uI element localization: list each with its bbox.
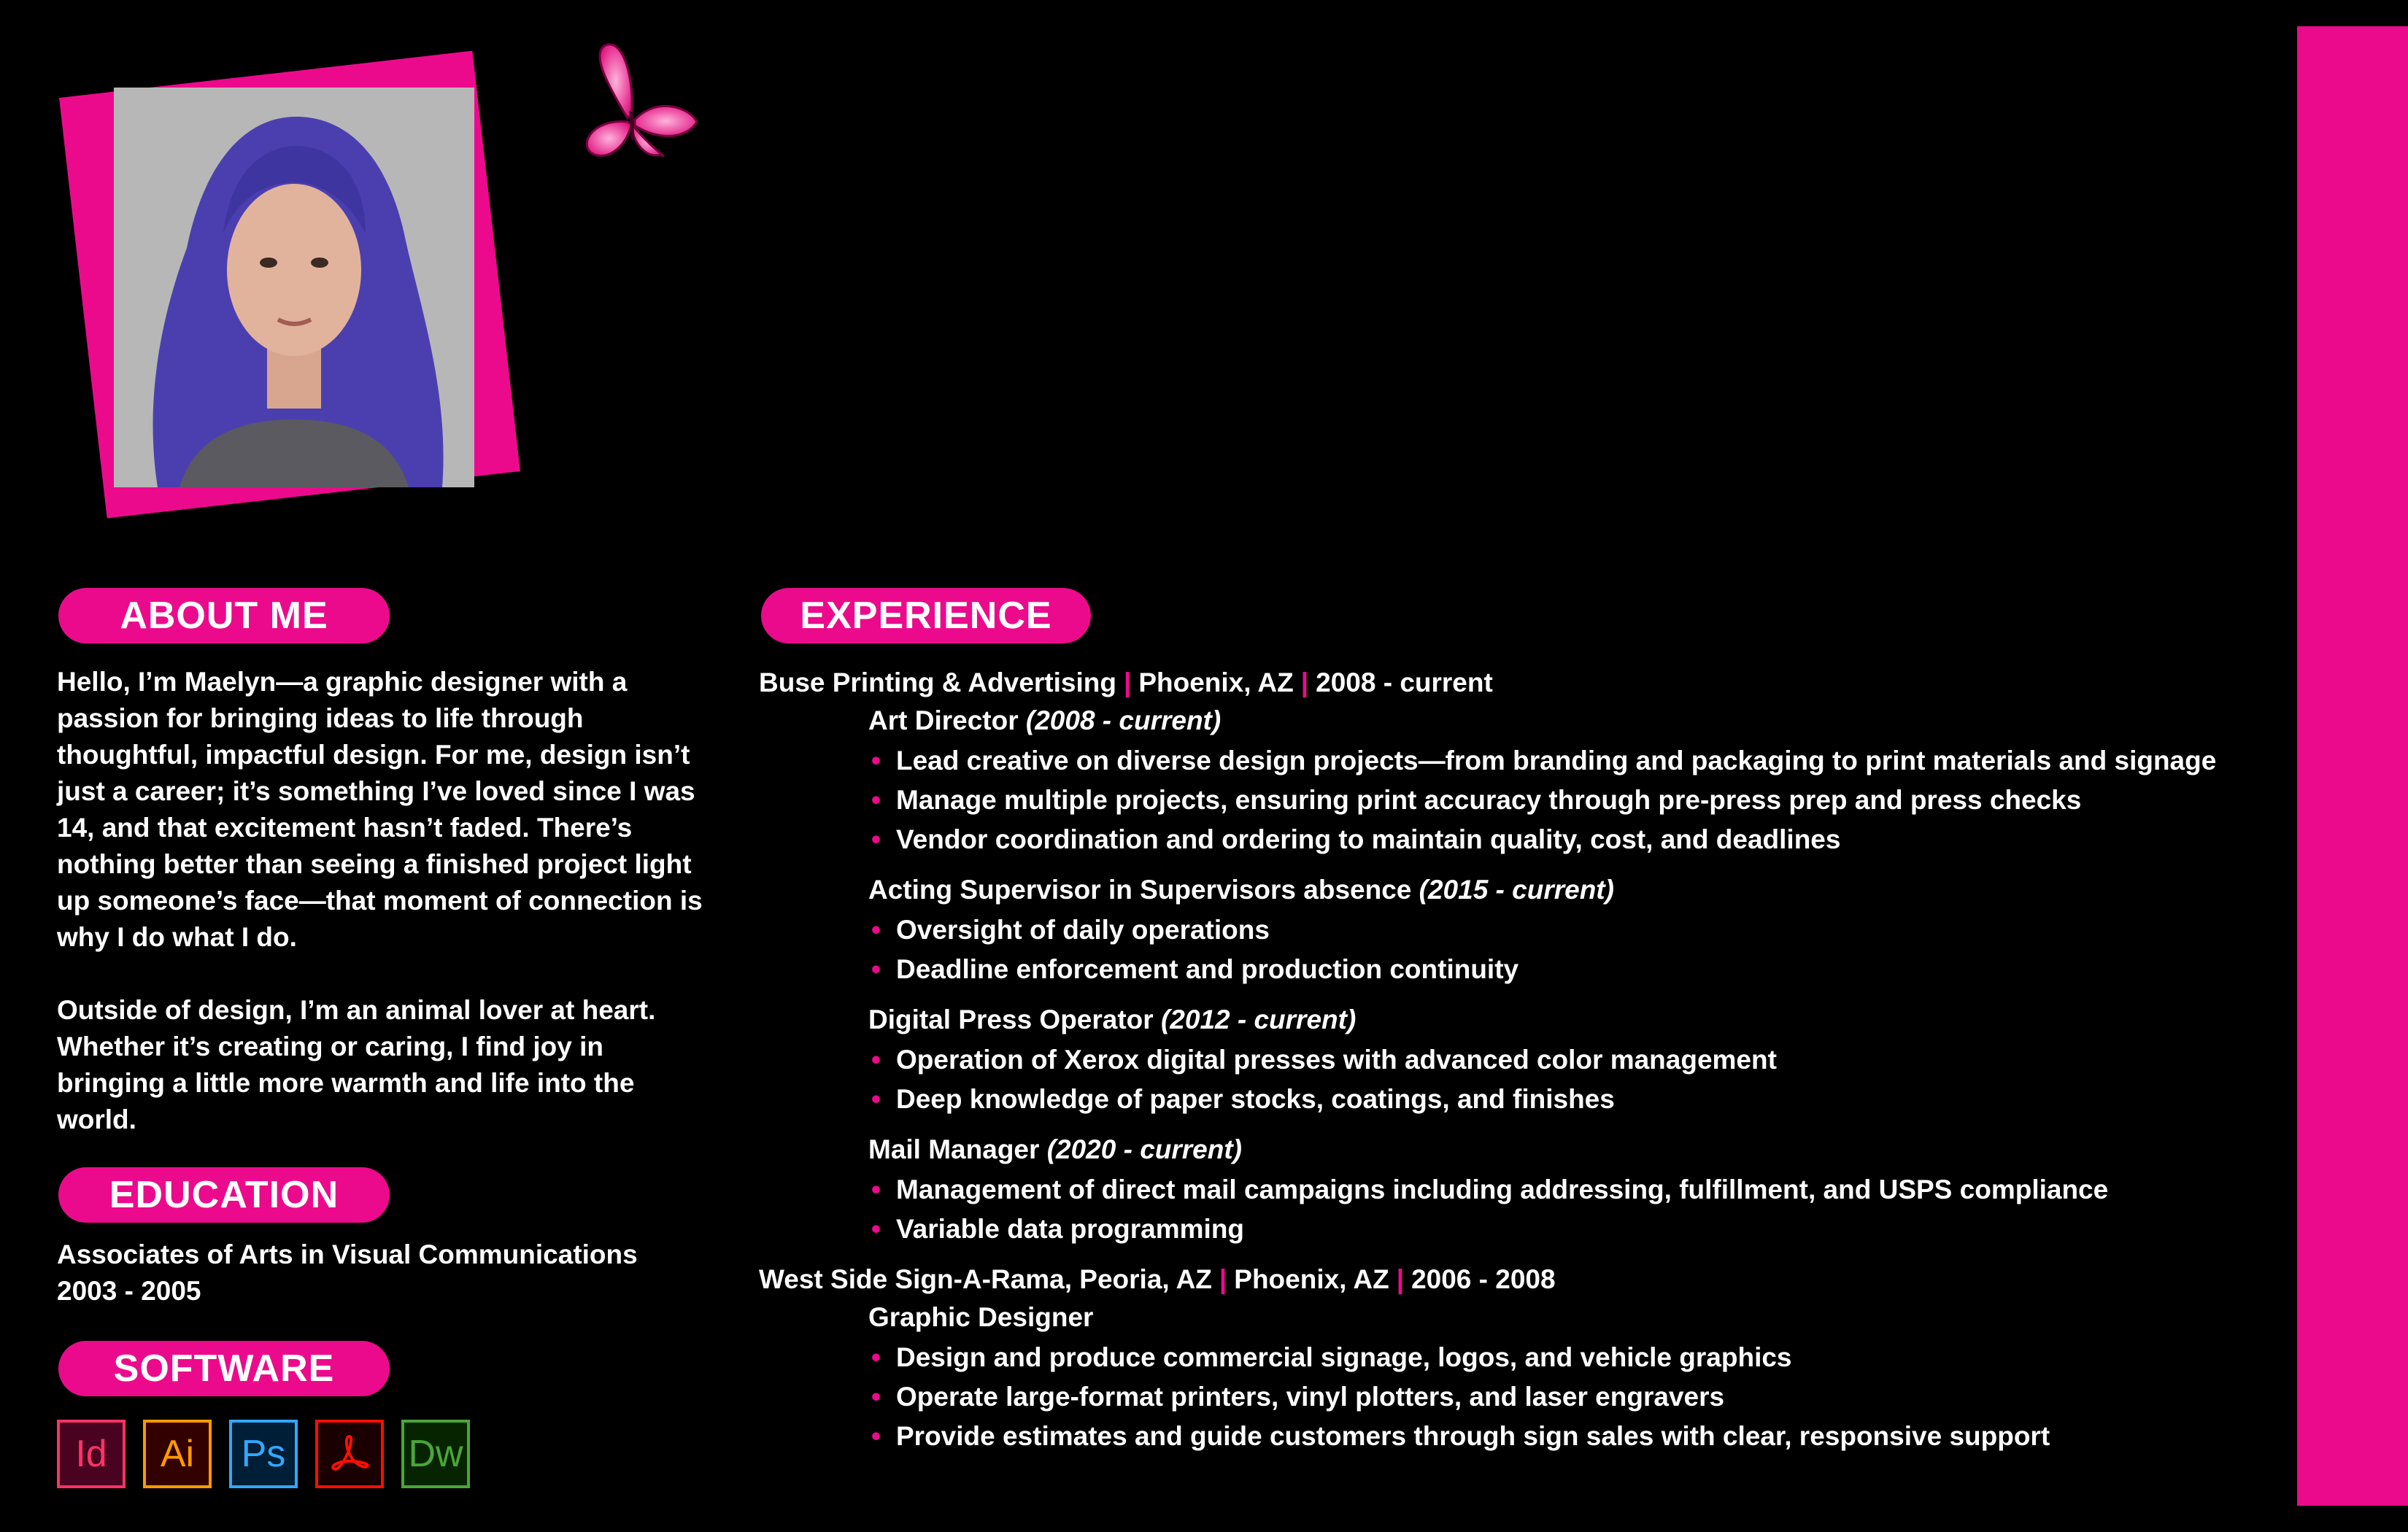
role-title-line xyxy=(868,1131,2291,1169)
education-years: 2003 - 2005 xyxy=(57,1276,201,1306)
experience-company-line xyxy=(759,1261,2291,1299)
role-block xyxy=(868,702,2291,859)
list-item: • Manage multiple projects, ensuring print accuracy through pre-press prep and press checks xyxy=(868,781,2291,820)
education-heading: EDUCATION xyxy=(58,1167,390,1223)
acrobat-icon xyxy=(315,1420,384,1488)
role-block xyxy=(868,871,2291,989)
list-item: • Management of direct mail campaigns including addressing, fulfillment, and USPS compliance xyxy=(868,1170,2291,1210)
profile-photo xyxy=(114,88,474,487)
photoshop-icon: Ps xyxy=(229,1420,298,1488)
role-dates: (2020 - current) xyxy=(1046,1134,1242,1164)
list-item: • Design and produce commercial signage, logos, and vehicle graphics xyxy=(868,1338,2291,1377)
role-title-line xyxy=(868,1299,2291,1336)
role-block xyxy=(868,1001,2291,1119)
list-item: • Oversight of daily operations xyxy=(868,910,2291,950)
software-heading: SOFTWARE xyxy=(58,1341,390,1396)
role-title-line xyxy=(868,702,2291,740)
role-title: Art Director xyxy=(868,705,1019,735)
portrait-illustration xyxy=(114,88,474,487)
list-item: • Operation of Xerox digital presses with advanced color management xyxy=(868,1040,2291,1080)
indesign-icon: Id xyxy=(57,1420,126,1488)
experience-heading: EXPERIENCE xyxy=(761,588,1091,643)
about-paragraph-1: Hello, I’m Maelyn—a graphic designer with a passion for bringing ideas to life through thoughtful, impactful design. For me, design isn’t just a career; it’s something I’ve loved since I was 14, and that excitement hasn’t faded. There’s nothing better than seeing a finished project light up someone’s face—that moment of connection is why I do what I do. xyxy=(57,667,703,952)
role-block xyxy=(868,1131,2291,1249)
list-item: • Lead creative on diverse design projects—from branding and packaging to print materials and signage xyxy=(868,741,2291,781)
role-title: Digital Press Operator xyxy=(868,1005,1154,1034)
butterfly-icon xyxy=(562,38,701,162)
role-title-line xyxy=(868,871,2291,909)
experience-company-line xyxy=(759,664,2291,702)
illustrator-icon: Ai xyxy=(143,1420,212,1488)
accent-side-bar xyxy=(2297,26,2408,1506)
about-me-text xyxy=(57,664,714,1138)
separator: | xyxy=(1123,668,1132,697)
list-item: • Vendor coordination and ordering to maintain quality, cost, and deadlines xyxy=(868,820,2291,859)
education-block xyxy=(57,1237,638,1309)
separator: | xyxy=(1396,1264,1405,1294)
role-dates: (2015 - current) xyxy=(1419,875,1614,905)
software-icons xyxy=(57,1420,470,1488)
list-item: • Deadline enforcement and production continuity xyxy=(868,950,2291,989)
company-name: West Side Sign-A-Rama, Peoria, AZ xyxy=(759,1264,1212,1294)
separator: | xyxy=(1300,668,1309,697)
role-bullets xyxy=(868,1338,2291,1456)
role-bullets xyxy=(868,741,2291,859)
list-item: • Deep knowledge of paper stocks, coatings, and finishes xyxy=(868,1080,2291,1119)
experience-list xyxy=(759,664,2291,1468)
company-location: Phoenix, AZ xyxy=(1138,668,1294,697)
role-title-line xyxy=(868,1001,2291,1039)
role-block xyxy=(868,1299,2291,1456)
list-item: • Provide estimates and guide customers through sign sales with clear, responsive support xyxy=(868,1417,2291,1456)
role-dates: (2012 - current) xyxy=(1160,1005,1357,1034)
role-title: Graphic Designer xyxy=(868,1302,1094,1332)
about-me-heading: ABOUT ME xyxy=(58,588,390,643)
role-bullets xyxy=(868,1170,2291,1249)
separator: | xyxy=(1219,1264,1227,1294)
company-name: Buse Printing & Advertising xyxy=(759,668,1116,697)
role-title: Mail Manager xyxy=(868,1134,1040,1164)
about-paragraph-2: Outside of design, I’m an animal lover at heart. Whether it’s creating or caring, I find joy in bringing a little more warmth and life into the world. xyxy=(57,995,656,1134)
role-bullets xyxy=(868,910,2291,989)
company-years: 2006 - 2008 xyxy=(1411,1264,1556,1294)
role-dates: (2008 - current) xyxy=(1025,705,1222,735)
list-item: • Variable data programming xyxy=(868,1210,2291,1249)
education-degree: Associates of Arts in Visual Communications xyxy=(57,1239,638,1269)
dreamweaver-icon: Dw xyxy=(401,1420,470,1488)
company-location: Phoenix, AZ xyxy=(1234,1264,1389,1294)
role-bullets xyxy=(868,1040,2291,1119)
company-years: 2008 - current xyxy=(1316,668,1493,697)
list-item: • Operate large-format printers, vinyl plotters, and laser engravers xyxy=(868,1377,2291,1417)
role-title: Acting Supervisor in Supervisors absence xyxy=(868,875,1412,905)
